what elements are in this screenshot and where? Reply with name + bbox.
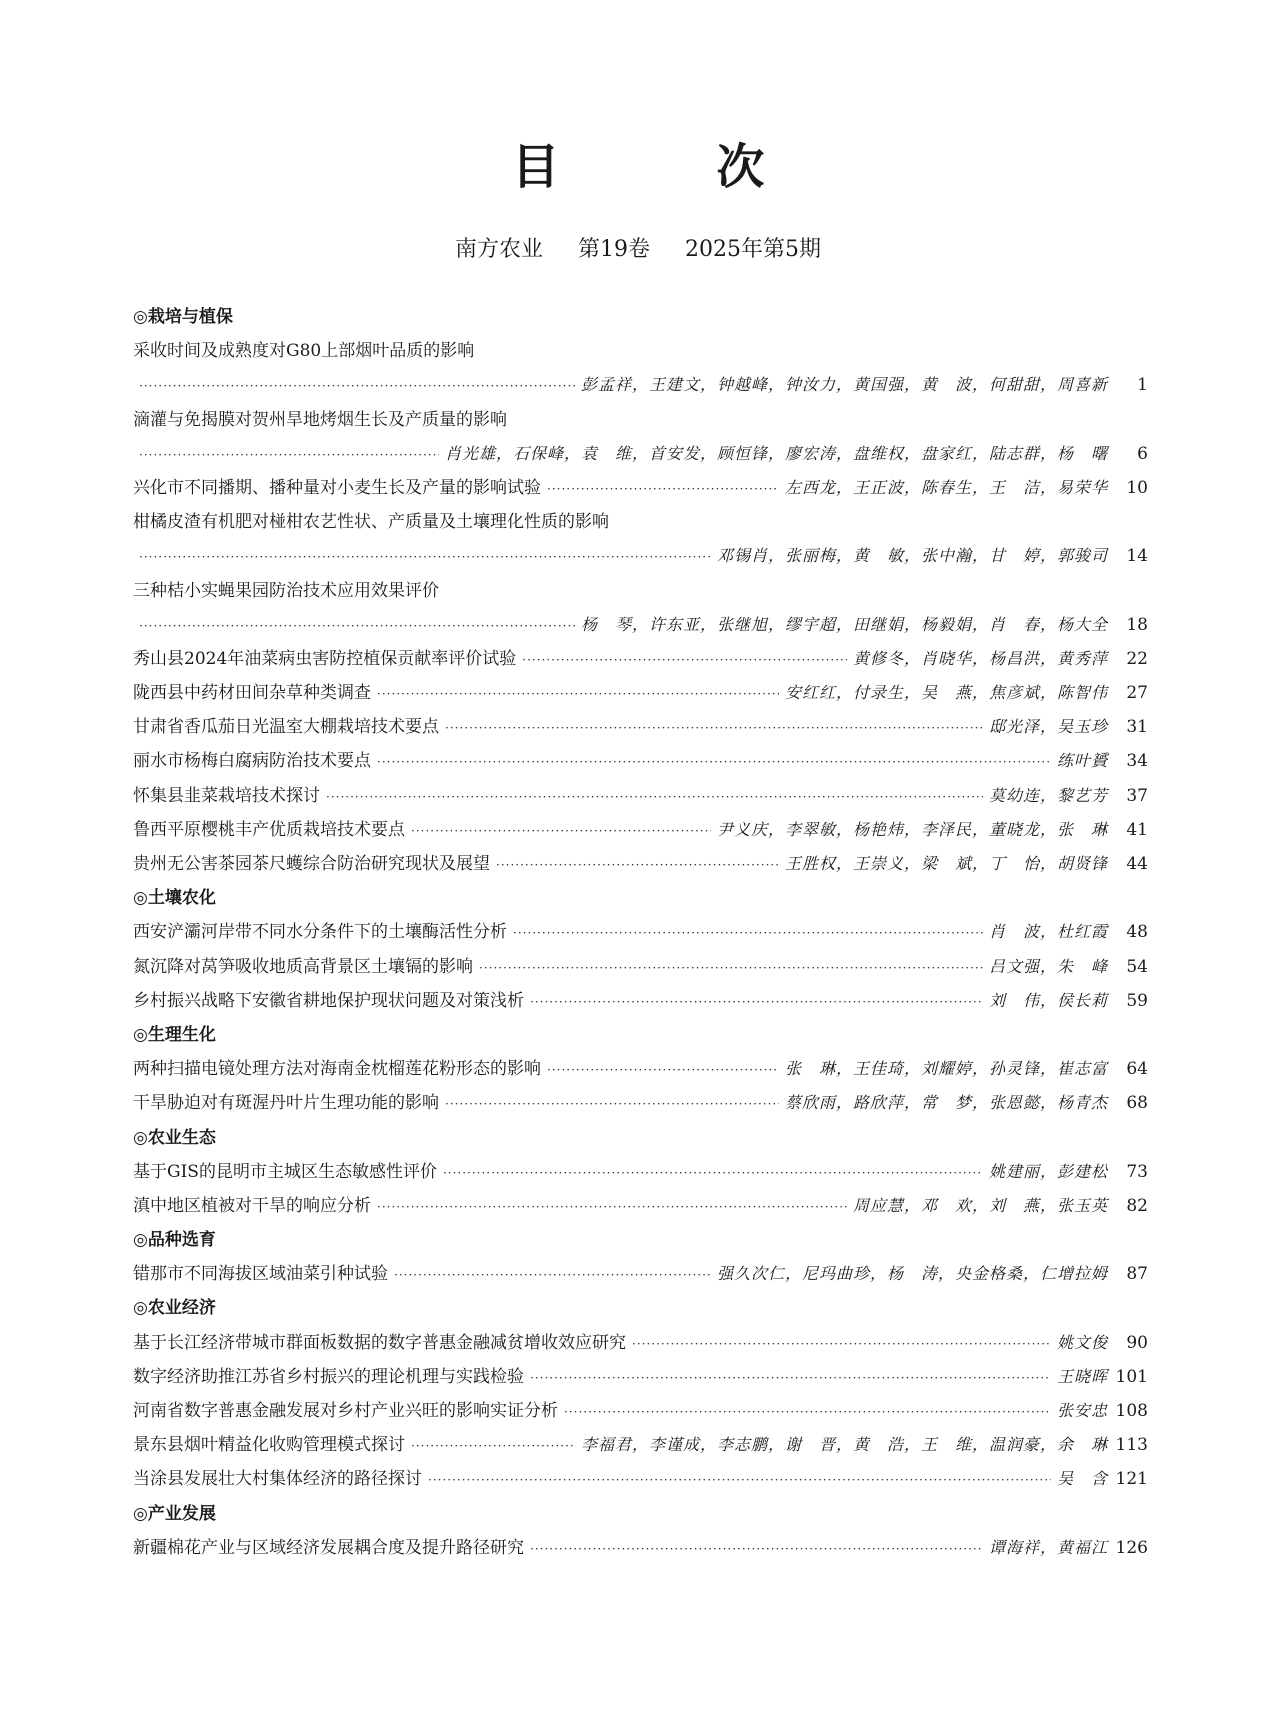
dot-leader: [443, 1156, 983, 1190]
article-authors: 李福君，李谨成，李志鹏，谢 晋，黄 浩，王 维，温润豪，余 琳: [580, 1435, 1108, 1455]
article-title[interactable]: 河南省数字普惠金融发展对乡村产业兴旺的影响实证分析: [133, 1401, 558, 1421]
page-number[interactable]: 14: [1126, 546, 1148, 567]
page-number[interactable]: 44: [1126, 854, 1148, 874]
article-title[interactable]: 三种桔小实蝇果园防治技术应用效果评价: [133, 580, 439, 601]
article-title[interactable]: 乡村振兴战略下安徽省耕地保护现状问题及对策浅析: [133, 990, 524, 1011]
dot-leader: [547, 1053, 779, 1087]
toc-entry: [133, 915, 1148, 949]
dot-leader: [326, 780, 983, 814]
article-authors: 练叶贇: [1056, 751, 1108, 771]
issue-number: 2025年第5期: [685, 237, 821, 262]
article-title[interactable]: 柑橘皮渣有机肥对椪柑农艺性状、产质量及土壤理化性质的影响: [133, 512, 609, 533]
article-authors: 邸光泽，吴玉珍: [988, 717, 1108, 737]
article-title[interactable]: 基于长江经济带城市群面板数据的数字普惠金融减贫增收效应研究: [133, 1332, 626, 1353]
journal-name: 南方农业: [454, 237, 543, 262]
section-heading: ◎农业经济: [133, 1298, 216, 1319]
section-heading: ◎产业发展: [133, 1503, 216, 1524]
article-title[interactable]: 兴化市不同播期、播种量对小麦生长及产量的影响试验: [133, 477, 541, 498]
dot-leader: [513, 916, 983, 950]
article-title[interactable]: 干旱胁迫对有斑渥丹叶片生理功能的影响: [133, 1093, 439, 1114]
article-title[interactable]: 甘肃省香瓜茄日光温室大棚栽培技术要点: [133, 717, 439, 738]
article-authors: 谭海祥，黄福江: [988, 1537, 1108, 1557]
page-number[interactable]: 6: [1137, 443, 1148, 464]
page-number[interactable]: 34: [1126, 751, 1148, 772]
article-authors: 安红红，付录生，吴 燕，焦彦斌，陈智伟: [784, 683, 1108, 703]
toc-entry: [133, 1360, 1148, 1394]
toc-entry: [133, 642, 1148, 676]
dot-leader: [139, 438, 439, 472]
toc-entry: [133, 1189, 1148, 1223]
page-number[interactable]: 22: [1126, 648, 1148, 669]
toc-entry: [133, 471, 1148, 505]
article-title[interactable]: 错那市不同海拔区域油菜引种试验: [133, 1264, 388, 1285]
dot-leader: [522, 643, 847, 677]
article-authors: 黄修冬，肖晓华，杨昌洪，黄秀萍: [852, 648, 1108, 668]
toc-entry-authors-line: [133, 608, 1148, 642]
dot-leader: [139, 609, 575, 643]
section-heading: ◎品种选育: [133, 1230, 216, 1251]
dot-leader: [428, 1463, 1051, 1497]
section-heading: ◎栽培与植保: [133, 307, 233, 327]
toc-entry: [133, 1086, 1148, 1120]
page-number[interactable]: 59: [1126, 990, 1148, 1011]
dot-leader: [411, 814, 711, 848]
toc-entry: [133, 676, 1148, 710]
article-authors: 彭孟祥，王建文，钟越峰，钟汝力，黄国强，黄 波，何甜甜，周喜新: [580, 375, 1108, 395]
volume-number: 第19卷: [578, 237, 650, 262]
page-number[interactable]: 27: [1126, 683, 1148, 704]
article-authors: 王晓晖: [1056, 1366, 1108, 1386]
article-authors: 杨 琴，许东亚，张继旭，缪宇超，田继娟，杨毅娟，肖 春，杨大全: [580, 614, 1108, 634]
article-authors: 张 琳，王佳琦，刘耀婷，孙灵锋，崔志富: [784, 1059, 1108, 1079]
toc-entry-authors-line: [133, 539, 1148, 573]
section-heading: ◎土壤农化: [133, 888, 216, 909]
article-title[interactable]: 贵州无公害茶园茶尺蠖综合防治研究现状及展望: [133, 854, 490, 874]
toc-entry: [133, 1531, 1148, 1565]
toc-entry: [133, 779, 1148, 813]
dot-leader: [139, 540, 711, 574]
dot-leader: [139, 369, 575, 403]
dot-leader: [377, 745, 1051, 779]
dot-leader: [530, 985, 983, 1019]
page-number[interactable]: 113: [1115, 1435, 1148, 1456]
article-authors: 周应慧，邓 欢，刘 燕，张玉英: [852, 1195, 1108, 1215]
page-number[interactable]: 73: [1126, 1161, 1148, 1182]
page-number[interactable]: 87: [1126, 1264, 1148, 1285]
page-number[interactable]: 48: [1126, 922, 1148, 943]
page-number[interactable]: 68: [1126, 1093, 1148, 1114]
toc-entry: [133, 1428, 1148, 1462]
page-number[interactable]: 54: [1126, 956, 1148, 977]
dot-leader: [530, 1361, 1051, 1395]
article-authors: 王胜权，王崇义，梁 斌，丁 怡，胡贤锋: [784, 854, 1108, 873]
journal-info: [0, 232, 1276, 263]
toc-entry: [133, 950, 1148, 984]
page-number[interactable]: 82: [1126, 1195, 1148, 1216]
section-heading: ◎生理生化: [133, 1024, 216, 1045]
article-title[interactable]: 采收时间及成熟度对G80上部烟叶品质的影响: [133, 341, 475, 362]
article-title[interactable]: 新疆棉花产业与区域经济发展耦合度及提升路径研究: [133, 1537, 524, 1558]
page-number[interactable]: 1: [1137, 375, 1148, 396]
toc-entry: [133, 1155, 1148, 1189]
dot-leader: [445, 711, 983, 745]
toc-entry: [133, 847, 1148, 881]
page-number[interactable]: 10: [1126, 477, 1148, 498]
dot-leader: [445, 1087, 779, 1121]
dot-leader: [394, 1258, 711, 1292]
dot-leader: [496, 848, 779, 882]
article-title[interactable]: 西安浐灞河岸带不同水分条件下的土壤酶活性分析: [133, 922, 507, 943]
article-authors: 莫幼连，黎艺芳: [988, 785, 1108, 805]
article-authors: 姚建丽，彭建松: [988, 1161, 1108, 1181]
dot-leader: [564, 1395, 1051, 1429]
article-authors: 刘 伟，侯长莉: [988, 990, 1108, 1010]
article-title[interactable]: 秀山县2024年油菜病虫害防控植保贡献率评价试验: [133, 648, 517, 669]
page-number[interactable]: 18: [1126, 614, 1148, 635]
article-authors: 吕文强，朱 峰: [988, 956, 1108, 976]
dot-leader: [547, 472, 779, 506]
dot-leader: [530, 1532, 983, 1566]
toc-entry: [133, 1052, 1148, 1086]
dot-leader: [632, 1327, 1051, 1361]
toc-entry-authors-line: [133, 368, 1148, 402]
toc-title: 目 次: [511, 139, 835, 195]
article-authors: 强久次仁，尼玛曲珍，杨 涛，央金格桑，仁增拉姆: [716, 1264, 1108, 1284]
page-number[interactable]: 37: [1126, 785, 1148, 806]
toc-entry: [133, 813, 1148, 847]
dot-leader: [377, 1190, 847, 1224]
toc-entry-authors-line: [133, 437, 1148, 471]
article-title[interactable]: 景东县烟叶精益化收购管理模式探讨: [133, 1435, 405, 1456]
article-authors: 张安忠: [1056, 1401, 1108, 1420]
toc-entry: [133, 1394, 1148, 1428]
toc-entry: [133, 1326, 1148, 1360]
article-title[interactable]: 丽水市杨梅白腐病防治技术要点: [133, 751, 371, 772]
page-number[interactable]: 64: [1126, 1059, 1148, 1080]
article-authors: 吴 含: [1056, 1469, 1108, 1489]
page-number[interactable]: 31: [1126, 717, 1148, 738]
article-title[interactable]: 数字经济助推江苏省乡村振兴的理论机理与实践检验: [133, 1366, 524, 1387]
table-of-contents: [133, 300, 1148, 1565]
article-title[interactable]: 氮沉降对莴笋吸收地质高背景区土壤镉的影响: [133, 956, 473, 977]
page-number[interactable]: 41: [1126, 819, 1148, 840]
article-authors: 姚文俊: [1056, 1332, 1108, 1352]
article-title[interactable]: 当涂县发展壮大村集体经济的路径探讨: [133, 1469, 422, 1490]
article-authors: 肖 波，杜红霞: [988, 922, 1108, 942]
toc-entry: [133, 1257, 1148, 1291]
toc-entry: [133, 1462, 1148, 1496]
article-authors: 蔡欣雨，路欣萍，常 梦，张恩懿，杨青杰: [784, 1093, 1108, 1113]
article-title[interactable]: 基于GIS的昆明市主城区生态敏感性评价: [133, 1161, 437, 1182]
dot-leader: [377, 677, 779, 711]
dot-leader: [411, 1429, 575, 1463]
toc-entry: [133, 744, 1148, 778]
toc-entry: [133, 984, 1148, 1018]
article-title[interactable]: 陇西县中药材田间杂草种类调查: [133, 683, 371, 704]
page-number[interactable]: 90: [1126, 1332, 1148, 1353]
page-number[interactable]: 121: [1115, 1469, 1148, 1490]
article-title[interactable]: 两种扫描电镜处理方法对海南金枕榴莲花粉形态的影响: [133, 1059, 541, 1080]
page-number[interactable]: 126: [1115, 1537, 1148, 1558]
page-number[interactable]: 108: [1115, 1401, 1148, 1421]
article-title[interactable]: 鲁西平原樱桃丰产优质栽培技术要点: [133, 819, 405, 840]
article-authors: 邓锡肖，张丽梅，黄 敏，张中瀚，甘 婷，郭骏司: [716, 546, 1108, 566]
article-title[interactable]: 怀集县韭菜栽培技术探讨: [133, 785, 320, 806]
section-heading: ◎农业生态: [133, 1127, 216, 1148]
article-title[interactable]: 滇中地区植被对干旱的响应分析: [133, 1195, 371, 1216]
toc-entry: [133, 710, 1148, 744]
article-authors: 尹义庆，李翠敏，杨艳炜，李泽民，董晓龙，张 琳: [716, 819, 1108, 839]
dot-leader: [479, 951, 983, 985]
article-authors: 左西龙，王正波，陈春生，王 洁，易荣华: [784, 477, 1108, 497]
article-title[interactable]: 滴灌与免揭膜对贺州旱地烤烟生长及产质量的影响: [133, 409, 507, 430]
article-authors: 肖光雄，石保峰，袁 维，首安发，顾恒锋，廖宏涛，盘维权，盘家红，陆志群，杨 曙: [444, 443, 1108, 463]
page-number[interactable]: 101: [1115, 1366, 1148, 1387]
